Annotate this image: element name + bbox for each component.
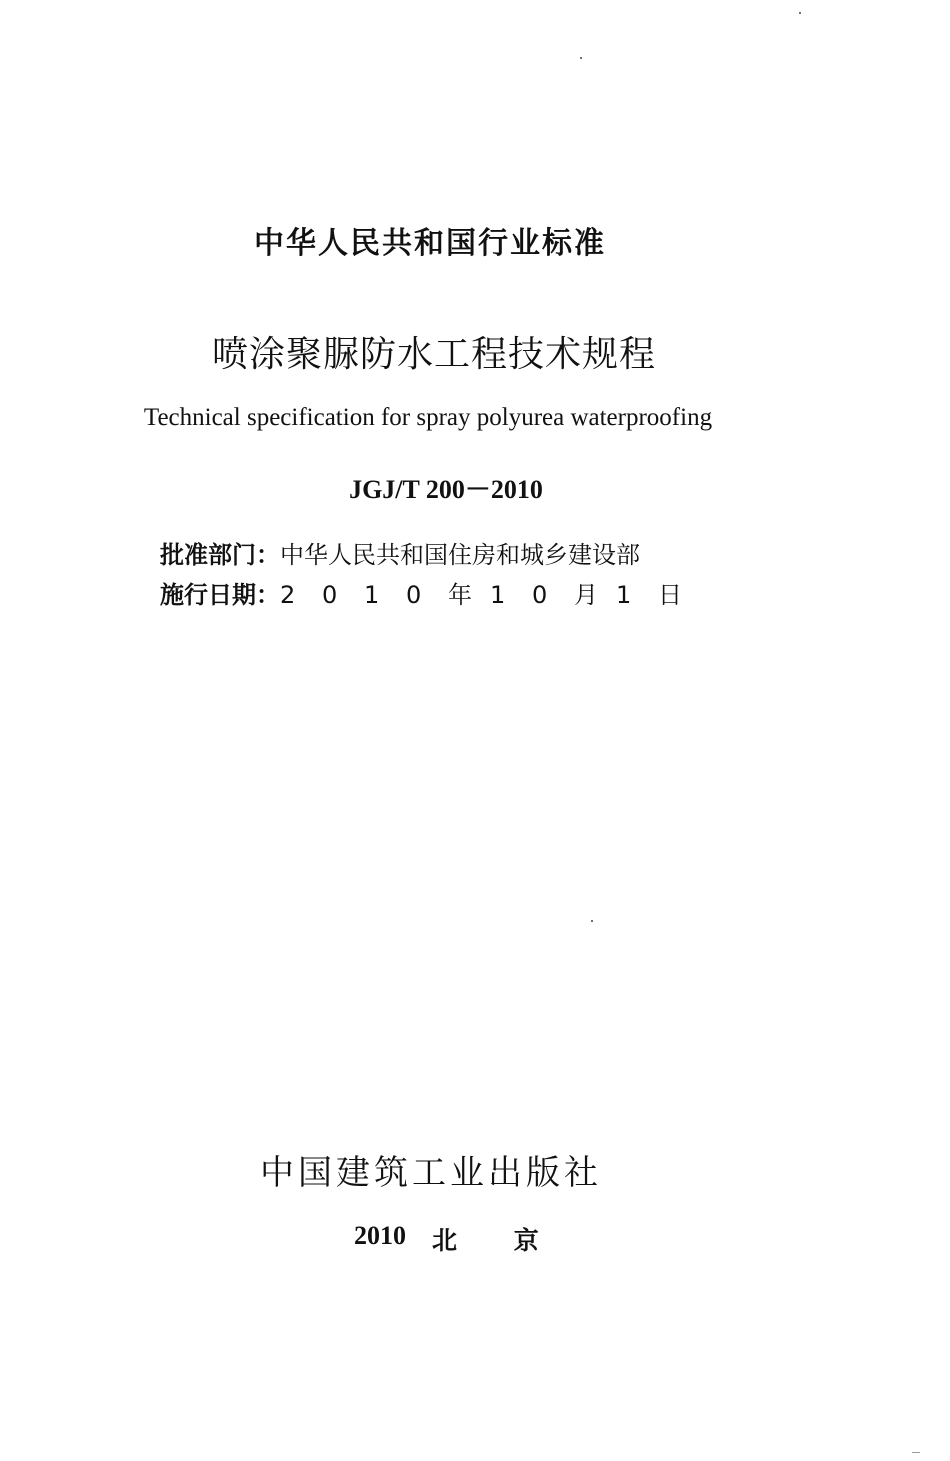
title-english: Technical specification for spray polyurea waterproofing: [143, 404, 713, 431]
effective-date-row: [160, 575, 700, 610]
scan-speck: [799, 12, 801, 14]
approval-label: 批准部门：: [160, 541, 280, 569]
publisher: 中国建筑工业出版社: [260, 1153, 602, 1193]
date-char: 0: [532, 581, 548, 609]
scan-speck: [580, 57, 582, 59]
date-char: 1: [616, 581, 632, 609]
date-char: 年: [448, 581, 472, 609]
approval-value: 中华人民共和国住房和城乡建设部: [280, 541, 640, 569]
publish-city: 北 京: [432, 1226, 563, 1255]
date-char: 0: [406, 581, 422, 609]
date-char: 1: [490, 581, 506, 609]
approval-row: [160, 535, 640, 570]
date-char: 0: [322, 581, 338, 609]
effective-date-label: 施行日期：: [160, 581, 280, 609]
scan-speck: [912, 1452, 920, 1453]
date-char: 月: [574, 581, 598, 609]
date-char: 2: [280, 581, 296, 609]
publish-year: 2010: [354, 1221, 406, 1250]
scan-speck: [591, 920, 593, 922]
standard-type: 中华人民共和国行业标准: [254, 226, 606, 261]
effective-date-value: [280, 581, 700, 609]
date-char: 1: [364, 581, 380, 609]
title-chinese: 喷涂聚脲防水工程技术规程: [211, 334, 656, 375]
date-char: 日: [658, 581, 682, 609]
standard-code: JGJ/T 200－2010: [349, 475, 543, 504]
